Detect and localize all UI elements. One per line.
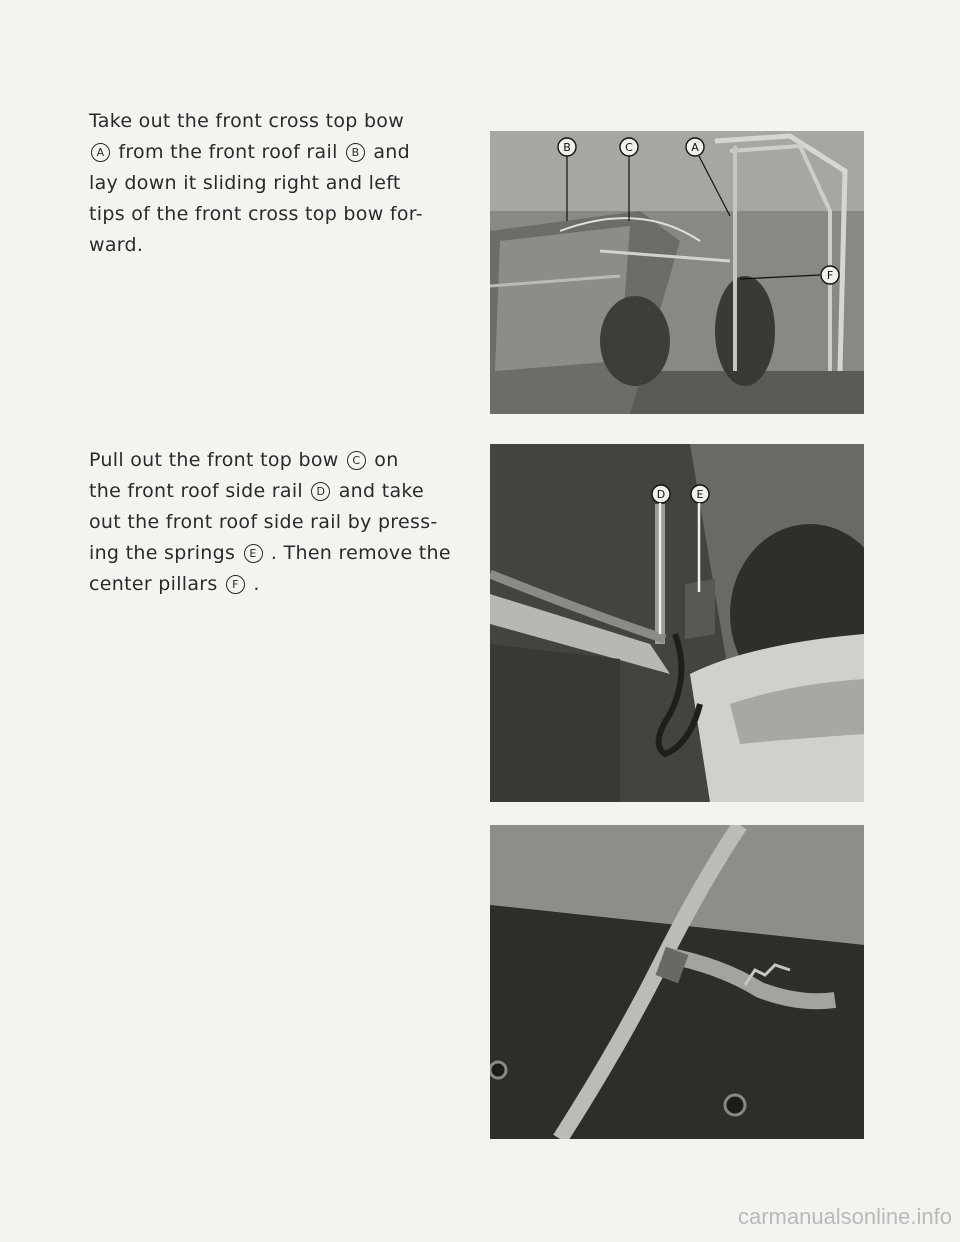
callout-marker: F: [226, 575, 245, 594]
text-line: [89, 569, 461, 600]
svg-text:E: E: [696, 488, 704, 501]
text-fragment: from the front roof rail: [118, 141, 338, 163]
text-fragment: Pull out the front top bow: [89, 449, 339, 471]
photo-center-pillar: [490, 825, 864, 1139]
callout-marker: E: [244, 544, 263, 563]
photo-side-rail-springs: [490, 444, 864, 802]
callout-marker: C: [347, 451, 366, 470]
text-fragment: on: [374, 449, 399, 471]
instruction-paragraph-1: [89, 106, 461, 261]
text-fragment: and take: [338, 480, 424, 502]
text-line: tips of the front cross top bow for-: [89, 203, 423, 225]
text-line: out the front roof side rail by press-: [89, 511, 438, 533]
text-line: [89, 476, 461, 507]
svg-text:D: D: [656, 488, 666, 501]
text-line: ward.: [89, 234, 144, 256]
text-fragment: . Then remove the: [270, 542, 451, 564]
text-fragment: center pillars: [89, 573, 218, 595]
watermark: carmanualsonline.info: [737, 1204, 952, 1229]
svg-text:F: F: [826, 269, 834, 282]
text-fragment: ing the springs: [89, 542, 236, 564]
text-line: Take out the front cross top bow: [89, 110, 405, 132]
instruction-paragraph-2: [89, 445, 461, 600]
text-line: [89, 445, 461, 476]
text-fragment: and: [373, 141, 410, 163]
callout-marker: A: [91, 143, 110, 162]
text-fragment: .: [253, 573, 260, 595]
callout-marker: B: [346, 143, 365, 162]
text-line: [89, 538, 461, 569]
photo-roof-frame: [490, 131, 864, 414]
text-line: lay down it sliding right and left: [89, 172, 401, 194]
svg-text:B: B: [563, 141, 571, 154]
callout-marker: D: [311, 482, 330, 501]
text-fragment: the front roof side rail: [89, 480, 304, 502]
text-line: [89, 137, 461, 168]
svg-text:A: A: [691, 141, 699, 154]
svg-text:C: C: [625, 141, 633, 154]
